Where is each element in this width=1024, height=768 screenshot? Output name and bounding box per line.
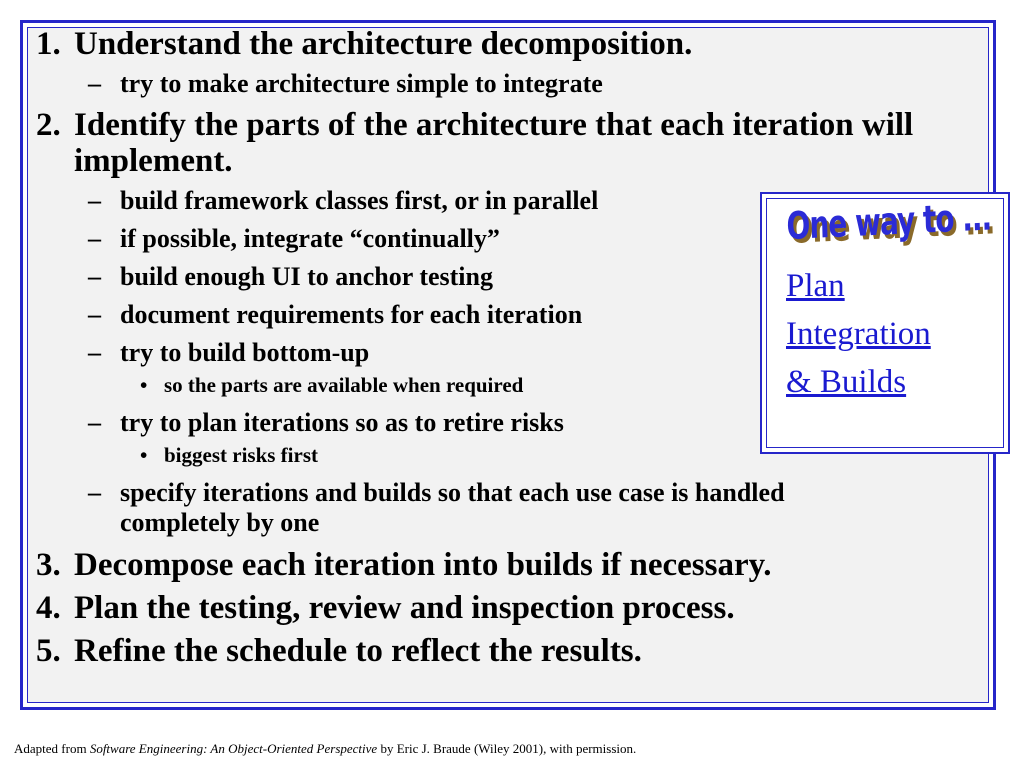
- link-line[interactable]: Plan: [786, 268, 845, 304]
- sub-item-text: build framework classes first, or in parallel: [120, 186, 599, 215]
- bullet-text: so the parts are available when required: [164, 373, 524, 397]
- step-text: Identify the parts of the architecture that each iteration will implement.: [74, 107, 914, 179]
- sub-item: – specify iterations and builds so that each use case is handled completely by one: [88, 478, 785, 537]
- sub-item-text: try to build bottom-up: [120, 338, 370, 367]
- step-number: 3.: [36, 547, 61, 583]
- step-5: [36, 633, 936, 669]
- step-number: 4.: [36, 590, 61, 626]
- step-4: [36, 590, 936, 626]
- footer-suffix: by Eric J. Braude (Wiley 2001), with permission.: [377, 741, 637, 756]
- step-number: 1.: [36, 26, 61, 62]
- sub-item: – build enough UI to anchor testing: [88, 262, 493, 291]
- footer-credit: [14, 741, 636, 757]
- link-line[interactable]: & Builds: [786, 364, 907, 400]
- bullet-item: • biggest risks first: [140, 443, 318, 467]
- step-text: Plan the testing, review and inspection process.: [74, 590, 735, 626]
- bullet-item: • so the parts are available when required: [140, 373, 524, 397]
- sub-item-text: try to make architecture simple to integrate: [120, 69, 603, 98]
- footer-prefix: Adapted from: [14, 741, 90, 756]
- step-text: Understand the architecture decomposition.: [74, 26, 693, 62]
- sub-item: – try to make architecture simple to integrate: [88, 69, 603, 98]
- sub-item-text: document requirements for each iteration: [120, 300, 583, 329]
- step-number: 2.: [36, 107, 61, 143]
- bullet-text: biggest risks first: [164, 443, 318, 467]
- sidebox: [760, 192, 1010, 454]
- step-2: [36, 107, 936, 179]
- wordart-title: One way to ...: [786, 194, 992, 249]
- step-text: Refine the schedule to reflect the results.: [74, 633, 642, 669]
- sub-item-text: specify iterations and builds so that each use case is handled completely by one: [120, 478, 785, 537]
- footer-book-title: Software Engineering: An Object-Oriented Perspective: [89, 741, 378, 756]
- sub-item: – document requirements for each iteration: [88, 300, 583, 329]
- sub-item-text: try to plan iterations so as to retire risks: [120, 408, 564, 437]
- sub-item: – try to plan iterations so as to retire risks: [88, 408, 564, 437]
- sub-item: – if possible, integrate “continually”: [88, 224, 500, 253]
- sub-item: – try to build bottom-up: [88, 338, 370, 367]
- sub-item-text: build enough UI to anchor testing: [120, 262, 493, 291]
- sub-item-text: if possible, integrate “continually”: [120, 224, 500, 253]
- step-number: 5.: [36, 633, 61, 669]
- sub-item: – build framework classes first, or in parallel: [88, 186, 599, 215]
- link-line[interactable]: Integration: [786, 316, 931, 352]
- plan-integration-link[interactable]: [786, 262, 931, 406]
- step-1: [36, 26, 936, 62]
- step-text: Decompose each iteration into builds if necessary.: [74, 547, 772, 583]
- step-3: [36, 547, 936, 583]
